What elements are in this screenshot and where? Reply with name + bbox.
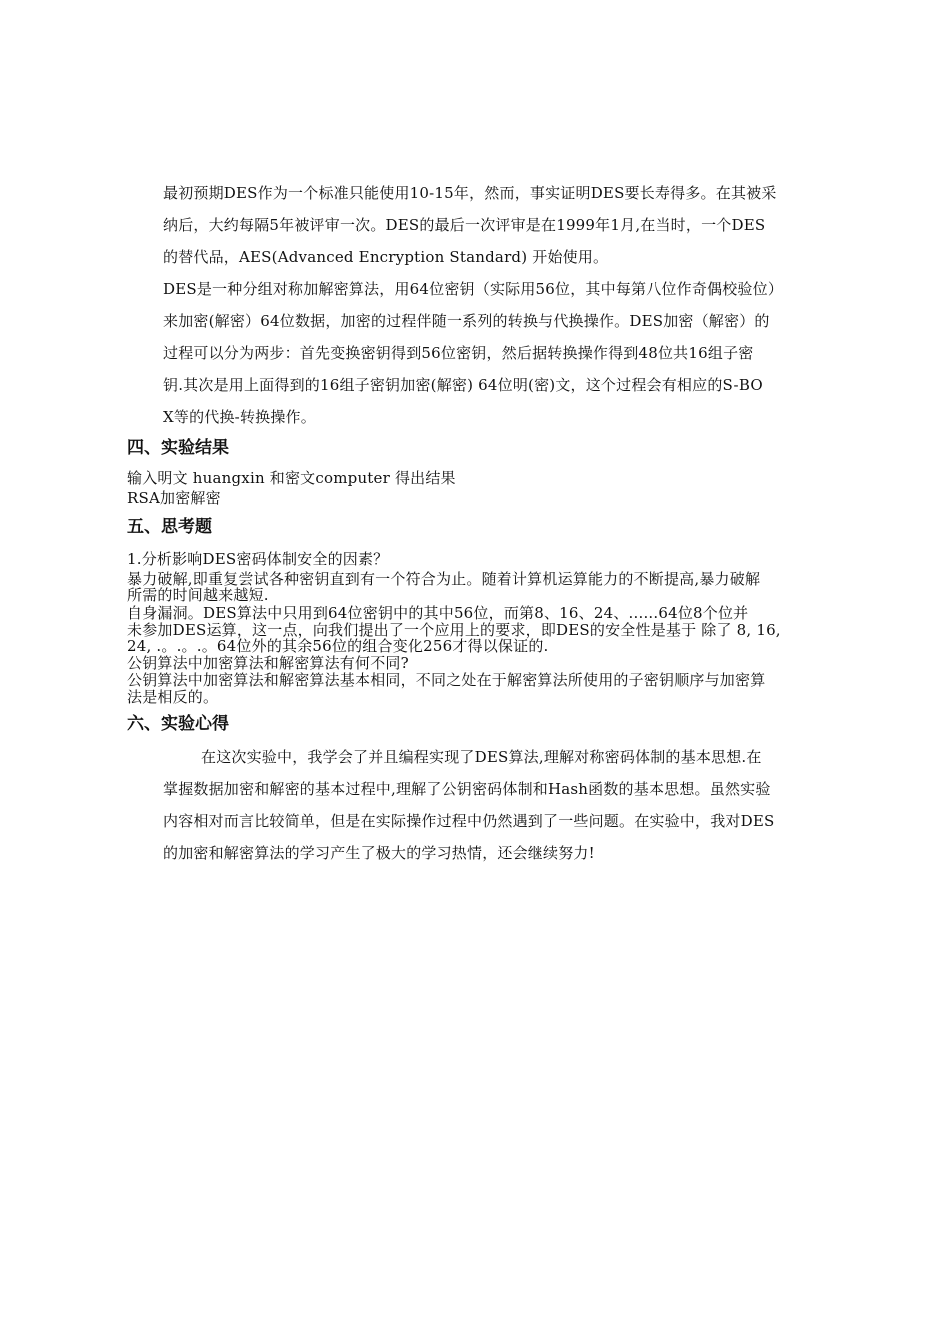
intro-line-3: 的替代品，AES(Advanced Encryption Standard) 开始使用。	[163, 248, 609, 266]
section-4-heading: 四、实验结果	[127, 438, 229, 458]
section-5-line-8: 公钥算法中加密算法和解密算法基本相同，不同之处在于解密算法所使用的子密钥顺序与加密算	[127, 671, 766, 689]
section-6-line-3: 内容相对而言比较简单，但是在实际操作过程中仍然遇到了一些问题。在实验中，我对DES	[163, 812, 775, 830]
section-5-line-4: 自身漏洞。DES算法中只用到64位密钥中的其中56位，而第8、16、24、......64位8个位并	[127, 604, 749, 622]
section-4-line-2: RSA加密解密	[127, 489, 221, 507]
section-6-line-1: 在这次实验中，我学会了并且编程实现了DES算法,理解对称密码体制的基本思想.在	[201, 748, 762, 766]
intro-line-4: DES是一种分组对称加解密算法，用64位密钥（实际用56位，其中每第八位作奇偶校验位）	[163, 280, 784, 298]
intro-line-5: 来加密(解密）64位数据，加密的过程伴随一系列的转换与代换操作。DES加密（解密）的	[163, 312, 770, 330]
section-5-line-7: 公钥算法中加密算法和解密算法有何不同?	[127, 654, 409, 672]
section-5-line-2: 暴力破解,即重复尝试各种密钥直到有一个符合为止。随着计算机运算能力的不断提高,暴力破解	[127, 570, 761, 588]
section-6-line-2: 掌握数据加密和解密的基本过程中,理解了公钥密码体制和Hash函数的基本思想。虽然实验	[163, 780, 771, 798]
section-6-heading: 六、实验心得	[127, 714, 229, 734]
intro-line-7: 钥.其次是用上面得到的16组子密钥加密(解密) 64位明(密)文，这个过程会有相应的S-BO	[163, 376, 763, 394]
section-5-heading: 五、思考题	[127, 517, 212, 537]
intro-line-6: 过程可以分为两步：首先变换密钥得到56位密钥，然后据转换操作得到48位共16组子密	[163, 344, 754, 362]
intro-line-8: X等的代换-转换操作。	[163, 408, 316, 426]
section-5-line-1: 1.分析影响DES密码体制安全的因素？	[127, 550, 389, 568]
section-5-line-9: 法是相反的。	[127, 688, 219, 706]
section-5-line-3: 所需的时间越来越短.	[127, 586, 269, 604]
section-4-line-1: 输入明文 huangxin 和密文computer 得出结果	[127, 469, 456, 487]
intro-line-1: 最初预期DES作为一个标准只能使用10-15年，然而，事实证明DES要长寿得多。在其被采	[163, 184, 777, 202]
section-5-line-6: 24, .。.。.。64位外的其余56位的组合变化256才得以保证的.	[127, 637, 549, 655]
section-5-line-5: 未参加DES运算，这一点，向我们提出了一个应用上的要求，即DES的安全性是基于 除了 8, 16,	[127, 621, 781, 639]
section-6-line-4: 的加密和解密算法的学习产生了极大的学习热情，还会继续努力!	[163, 844, 595, 862]
intro-line-2: 纳后，大约每隔5年被评审一次。DES的最后一次评审是在1999年1月,在当时，一个DES	[163, 216, 766, 234]
